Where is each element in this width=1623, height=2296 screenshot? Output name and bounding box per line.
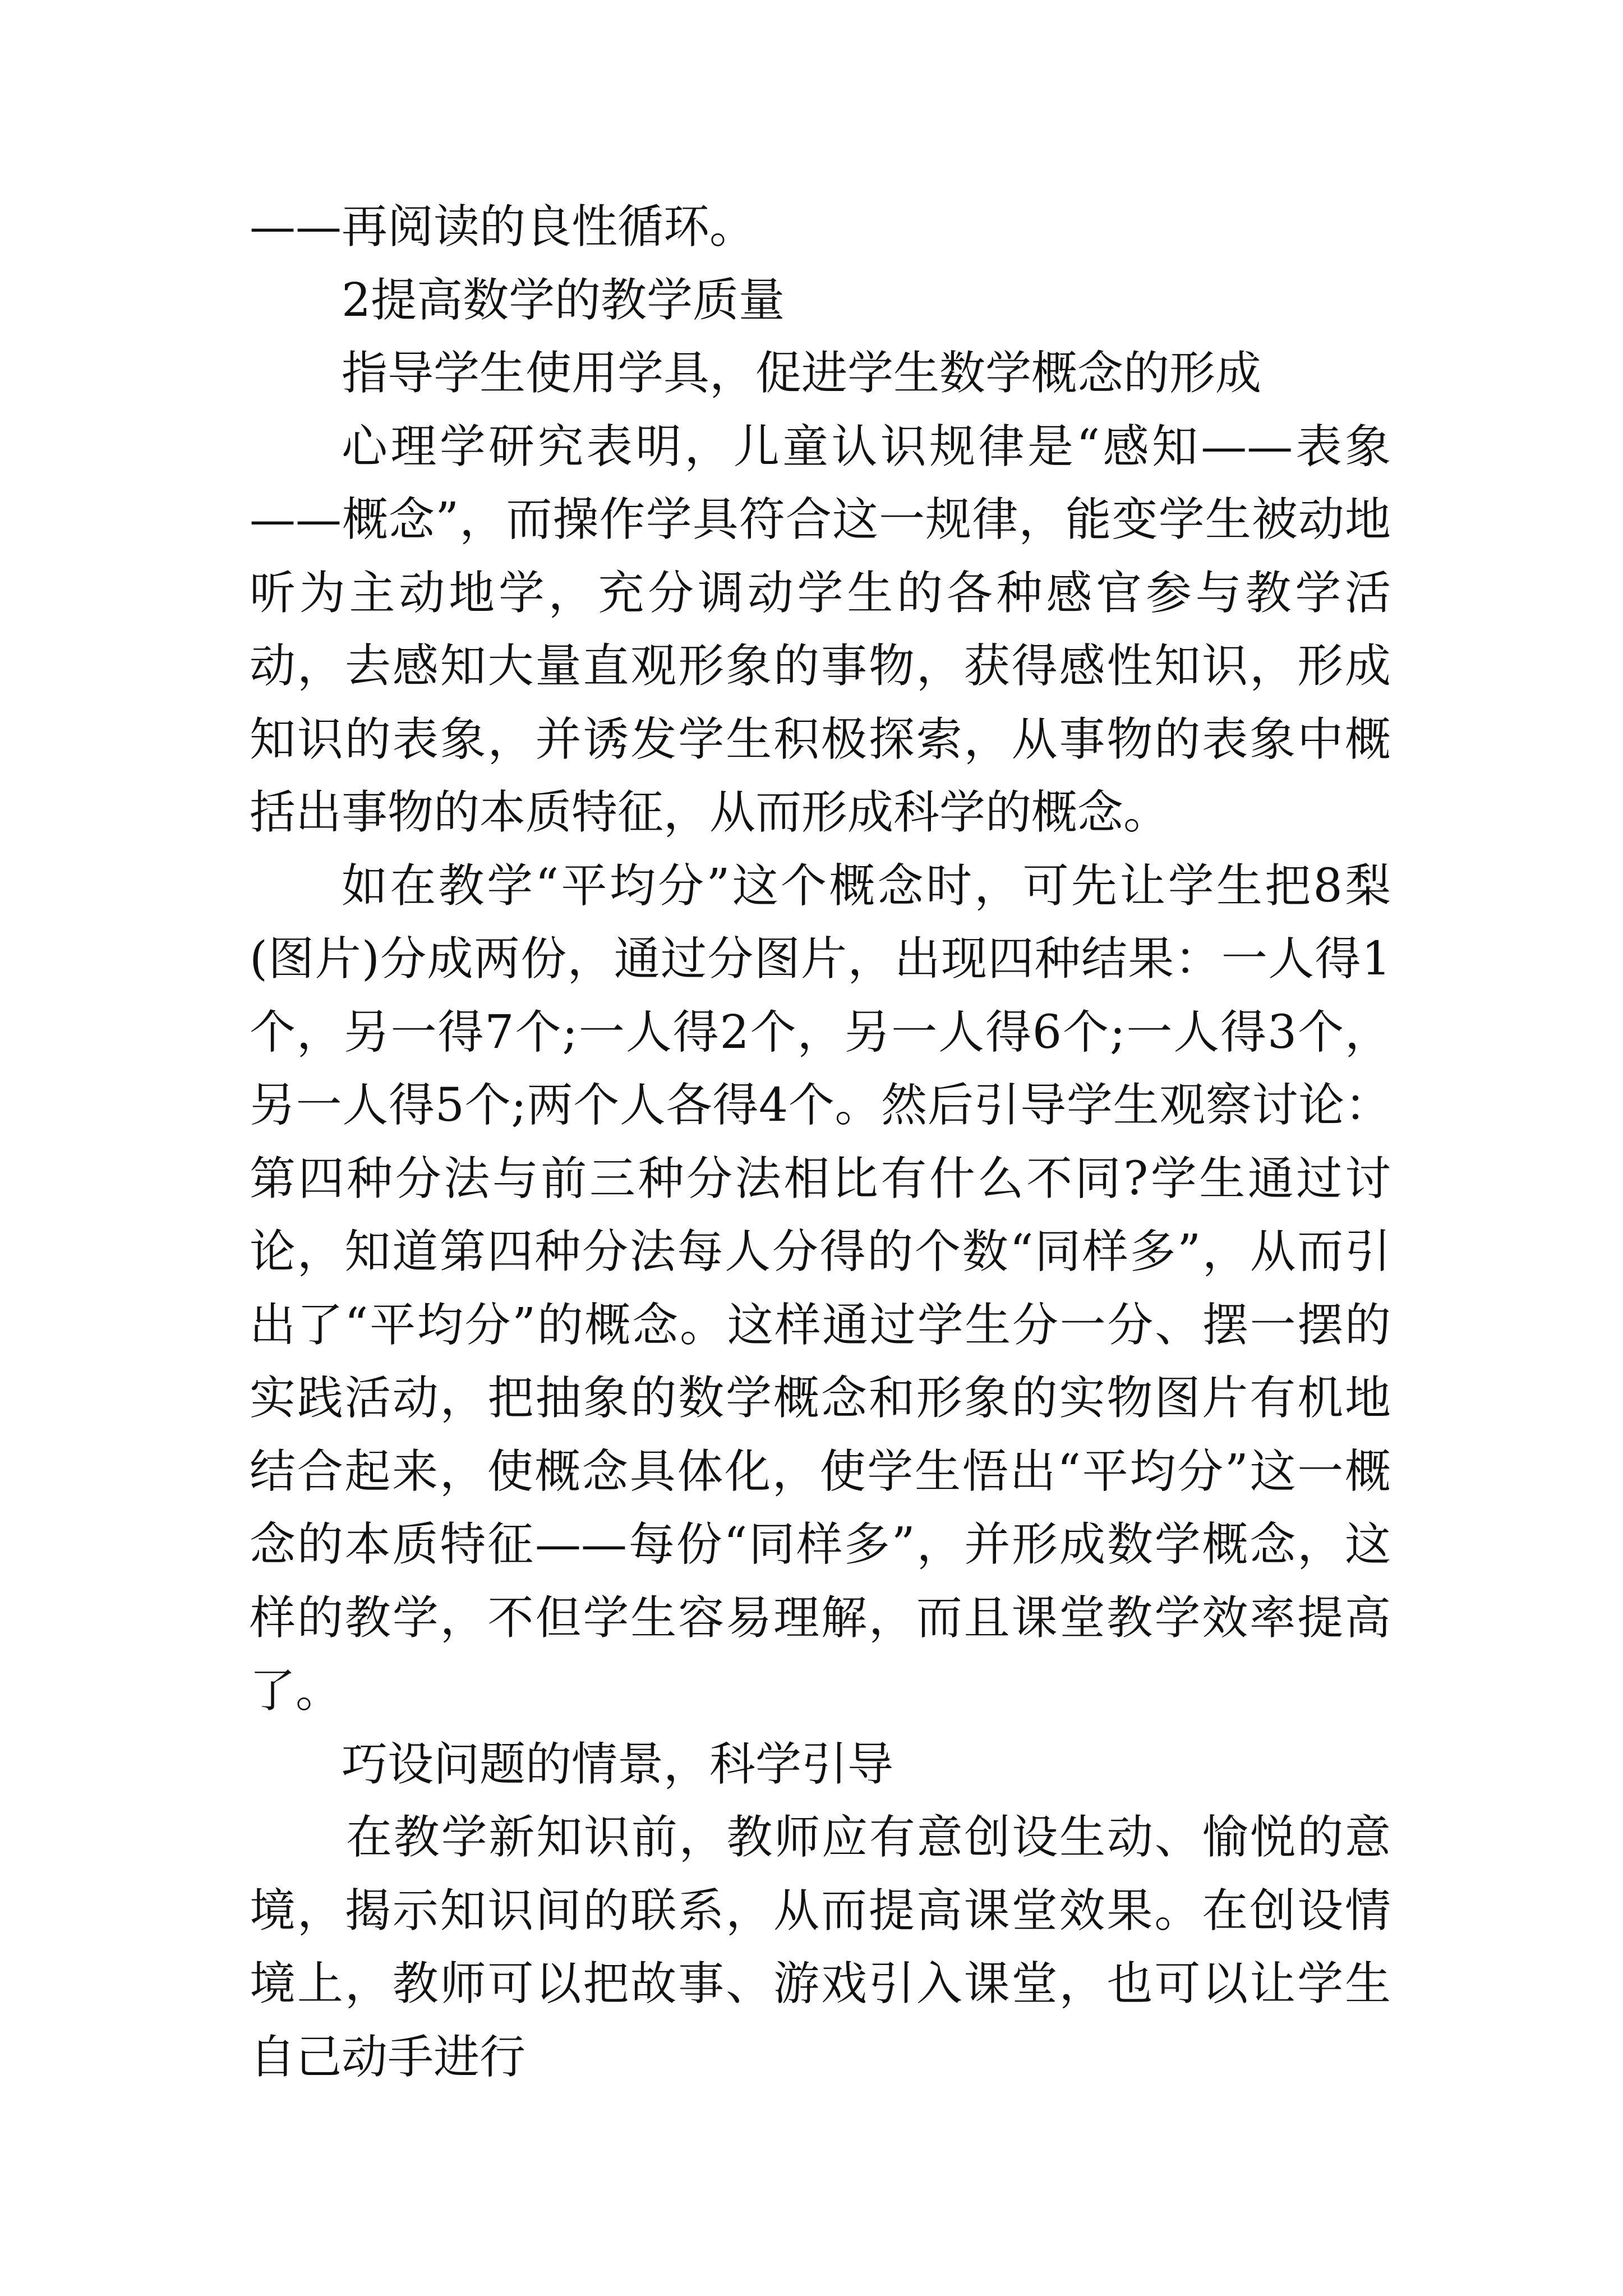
document-body bbox=[250, 191, 1391, 2094]
subheading-question-scene: 巧设问题的情景，科学引导 bbox=[342, 1737, 894, 1791]
paragraph-psychology: 心理学研究表明，儿童认识规律是“感知——表象——概念”，而操作学具符合这一规律，能变学生被动地听为主动地学，充分调动学生的各种感官参与教学活动，去感知大量直观形象的事物，获得感性知识，形成知识的表象，并诱发学生积极探索，从事物的表象中概括出事物的本质特征，从而形成科学的概念。 bbox=[250, 420, 1391, 839]
subheading-learning-tools: 指导学生使用学具，促进学生数学概念的形成 bbox=[342, 347, 1262, 400]
section-heading-2: 2提高数学的教学质量 bbox=[342, 273, 785, 327]
paragraph-average-example: 如在教学“平均分”这个概念时，可先让学生把8梨(图片)分成两份，通过分图片，出现四种结果：一人得1个，另一得7个;一人得2个，另一人得6个;一人得3个，另一人得5个;两个人各得4个。然后引导学生观察讨论：第四种分法与前三种分法相比有什么不同?学生通过讨论，知道第四种分法每人分得的个数“同样多”，从而引出了“平均分”的概念。这样通过学生分一分、摆一摆的实践活动，把抽象的数学概念和形象的实物图片有机地结合起来，使概念具体化，使学生悟出“平均分”这一概念的本质特征——每份“同样多”，并形成数学概念，这样的教学，不但学生容易理解，而且课堂教学效率提高了。 bbox=[250, 859, 1391, 1718]
continuation-line: ——再阅读的良性循环。 bbox=[250, 200, 756, 254]
paragraph-new-knowledge: 在教学新知识前，教师应有意创设生动、愉悦的意境，揭示知识间的联系，从而提高课堂效果。在创设情境上，教师可以把故事、游戏引入课堂，也可以让学生自己动手进行 bbox=[250, 1811, 1391, 2084]
